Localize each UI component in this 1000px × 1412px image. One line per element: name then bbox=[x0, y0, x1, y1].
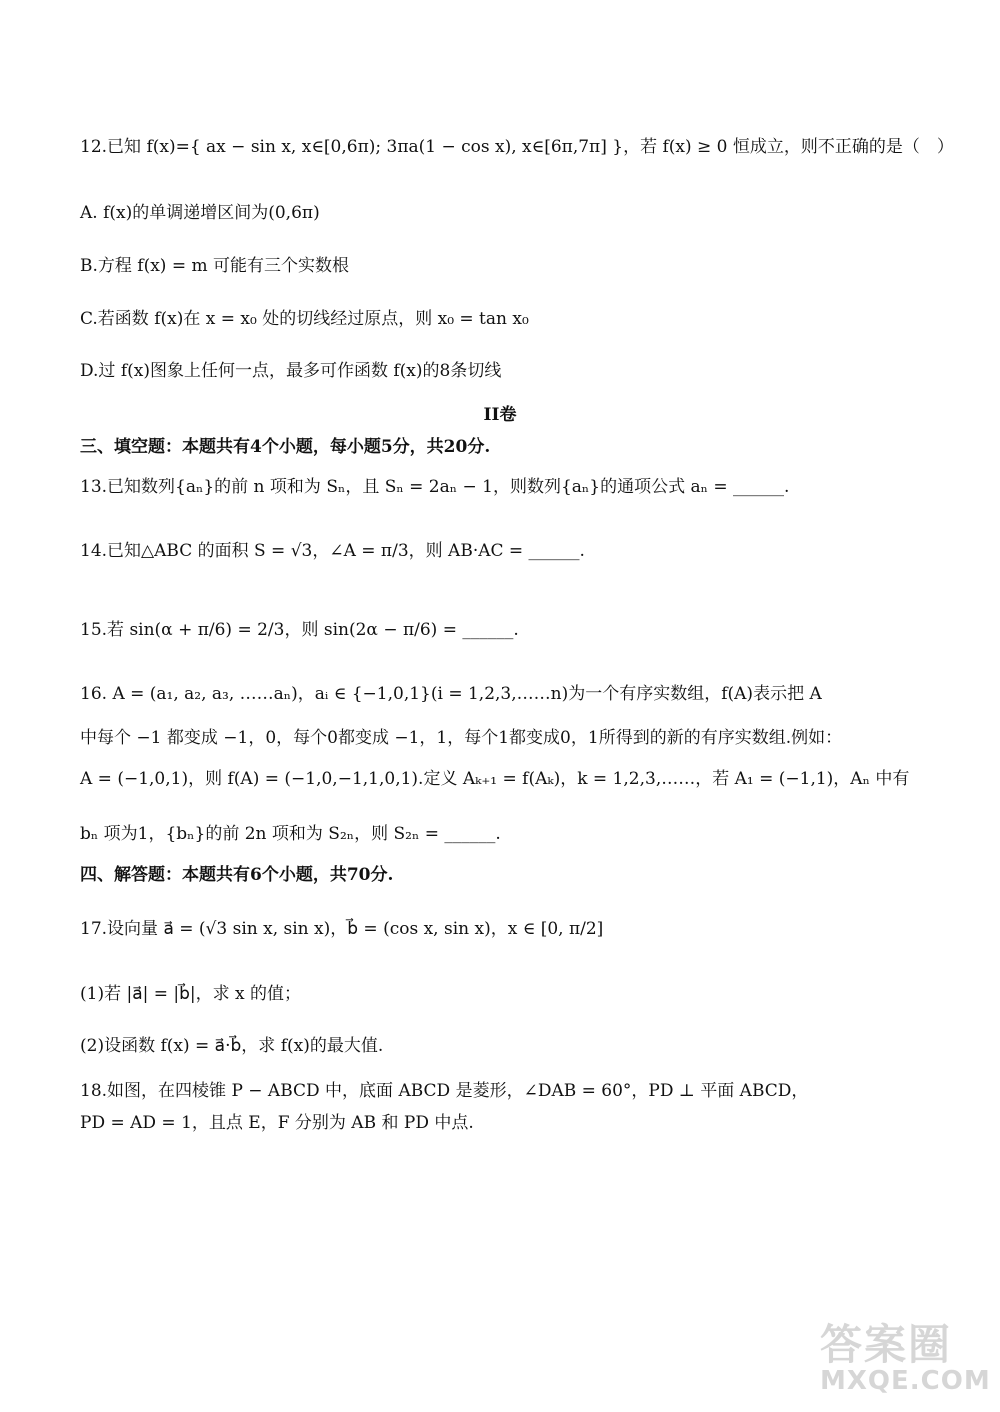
q18-line2: PD = AD = 1，且点 E，F 分别为 AB 和 PD 中点. bbox=[80, 1113, 474, 1133]
q16-line2: 中每个 −1 都变成 −1，0，每个0都变成 −1，1，每个1都变成0，1所得到的新的有序实数组.例如： bbox=[80, 728, 843, 748]
q15: 15.若 sin(α + π/6) = 2/3，则 sin(2α − π/6) = ______. bbox=[80, 620, 519, 640]
section-ii-title: II卷 bbox=[483, 405, 517, 425]
q12-option-a: A. f(x)的单调递增区间为(0,6π) bbox=[80, 203, 320, 223]
q16-line3: A = (−1,0,1)，则 f(A) = (−1,0,−1,1,0,1).定义 Aₖ₊₁ = f(Aₖ)，k = 1,2,3,……，若 A₁ = (−1,1)，Aₙ 中有 bbox=[80, 769, 910, 789]
q14: 14.已知△ABC 的面积 S = √3，∠A = π/3，则 AB·AC = ______. bbox=[80, 541, 585, 561]
q12-option-d: D.过 f(x)图象上任何一点，最多可作函数 f(x)的8条切线 bbox=[80, 361, 502, 381]
q17-part1: (1)若 |a⃗| = |b⃗|，求 x 的值； bbox=[80, 984, 302, 1004]
q12-option-b: B.方程 f(x) = m 可能有三个实数根 bbox=[80, 256, 350, 276]
q17-part2: (2)设函数 f(x) = a⃗·b⃗，求 f(x)的最大值. bbox=[80, 1036, 384, 1056]
watermark-logo bbox=[810, 1312, 990, 1402]
q17-stem: 17.设向量 a⃗ = (√3 sin x, sin x)，b⃗ = (cos x, sin x)，x ∈ [0, π/2] bbox=[80, 919, 604, 939]
part4-header: 四、解答题：本题共有6个小题，共70分. bbox=[80, 865, 394, 885]
q18-line1: 18.如图，在四棱锥 P − ABCD 中，底面 ABCD 是菱形，∠DAB = 60°，PD ⊥ 平面 ABCD， bbox=[80, 1081, 809, 1101]
q16-line1: 16. A = (a₁, a₂, a₃, ……aₙ)，aᵢ ∈ {−1,0,1}(i = 1,2,3,……n)为一个有序实数组，f(A)表示把 A bbox=[80, 684, 822, 704]
q16-line4: bₙ 项为1，{bₙ}的前 2n 项和为 S₂ₙ，则 S₂ₙ = ______. bbox=[80, 824, 501, 844]
part3-header: 三、填空题：本题共有4个小题，每小题5分，共20分. bbox=[80, 437, 491, 457]
q12-stem: 12.已知 f(x)={ ax − sin x, x∈[0,6π); 3πa(1 − cos x), x∈[6π,7π] }，若 f(x) ≥ 0 恒成立，则不正确的是（ ） bbox=[80, 137, 954, 157]
watermark-title: 答案圈 bbox=[820, 1320, 953, 1369]
watermark-site: MXQE.COM bbox=[820, 1366, 991, 1396]
q13: 13.已知数列{aₙ}的前 n 项和为 Sₙ，且 Sₙ = 2aₙ − 1，则数列{aₙ}的通项公式 aₙ = ______. bbox=[80, 477, 790, 497]
q12-option-c: C.若函数 f(x)在 x = x₀ 处的切线经过原点，则 x₀ = tan x₀ bbox=[80, 309, 529, 329]
